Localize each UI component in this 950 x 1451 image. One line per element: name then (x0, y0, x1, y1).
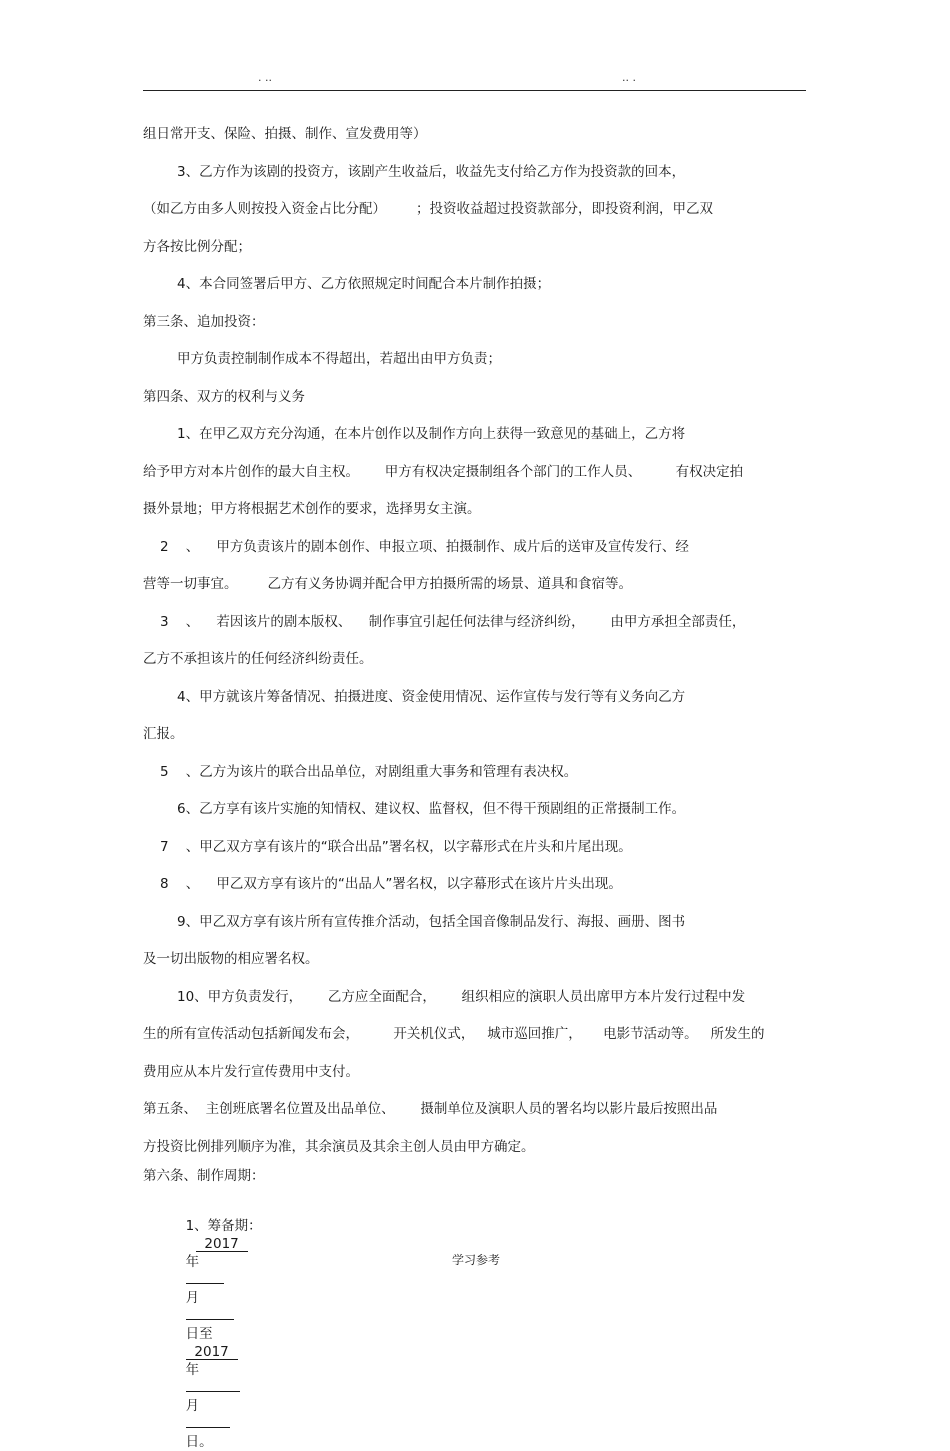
end-month-char: 月 (185, 1398, 200, 1414)
section-heading: 第三条、追加投资： (143, 314, 265, 330)
section-heading: 第四条、双方的权利与义务 (143, 389, 305, 405)
end-day-char: 日。 (185, 1434, 213, 1450)
section-heading: 第六条、制作周期： (143, 1168, 265, 1184)
text-line: （如乙方由多人则按投入资金占比分配） ；投资收益超过投资款部分，即投资利润，甲乙双 (143, 201, 714, 217)
text-line: 4、本合同签署后甲方、乙方依照规定时间配合本片制作拍摄； (177, 276, 551, 292)
schedule-label: 1、筹备期： (185, 1218, 262, 1234)
text-line: 3 、 若因该片的剧本版权、 制作事宜引起任何法律与经济纠纷， 由甲方承担全部责任， (160, 614, 746, 630)
section-heading: 第五条、 主创班底署名位置及出品单位、 摄制单位及演职人员的署名均以影片最后按照出品 (143, 1101, 718, 1117)
text-line: 甲方负责控制制作成本不得超出，若超出由甲方负责； (177, 351, 501, 367)
text-line: 费用应从本片发行宣传费用中支付。 (143, 1064, 359, 1080)
end-year-char: 年 (185, 1362, 200, 1378)
text-line: 4、甲方就该片筹备情况、拍摄进度、资金使用情况、运作宣传与发行等有义务向乙方 (177, 689, 686, 705)
text-line: 9、甲乙双方享有该片所有宣传推介活动，包括全国音像制品发行、海报、画册、图书 (177, 914, 686, 930)
month-char: 月 (185, 1290, 200, 1306)
day-to-char: 日至 (185, 1326, 213, 1342)
text-line: 组日常开支、保险、拍摄、制作、宣发费用等） (143, 126, 427, 142)
schedule-line (177, 1199, 262, 1451)
end-year-field[interactable]: 2017 (186, 1345, 238, 1360)
text-line: 汇报。 (143, 726, 184, 742)
header-rule (143, 90, 806, 91)
text-line: 方各按比例分配； (143, 239, 251, 255)
end-day-field[interactable] (186, 1427, 230, 1428)
text-line: 方投资比例排列顺序为准，其余演员及其余主创人员由甲方确定。 (143, 1139, 535, 1155)
header-dots-right: .. . (622, 71, 636, 84)
text-line: 8 、 甲乙双方享有该片的“出品人”署名权，以字幕形式在该片片头出现。 (160, 876, 622, 892)
year-char: 年 (185, 1254, 200, 1270)
text-line: 3、乙方作为该剧的投资方，该剧产生收益后，收益先支付给乙方作为投资款的回本， (177, 164, 686, 180)
text-line: 6、乙方享有该片实施的知情权、建议权、监督权，但不得干预剧组的正常摄制工作。 (177, 801, 686, 817)
text-line: 及一切出版物的相应署名权。 (143, 951, 319, 967)
text-line: 乙方不承担该片的任何经济纠纷责任。 (143, 651, 373, 667)
text-line: 2 、 甲方负责该片的剧本创作、申报立项、拍摄制作、成片后的送审及宣传发行、经 (160, 539, 689, 555)
start-year-field[interactable]: 2017 (196, 1237, 248, 1252)
text-line: 营等一切事宜。 乙方有义务协调并配合甲方拍摄所需的场景、道具和食宿等。 (143, 576, 633, 592)
text-line: 生的所有宣传活动包括新闻发布会， 开关机仪式， 城市巡回推广， 电影节活动等。 所发生的 (143, 1026, 765, 1042)
start-month-field[interactable] (186, 1283, 224, 1284)
text-line: 给予甲方对本片创作的最大自主权。 甲方有权决定摄制组各个部门的工作人员、 有权决定拍 (143, 464, 744, 480)
start-day-field[interactable] (186, 1319, 234, 1320)
text-line: 5 、乙方为该片的联合出品单位，对剧组重大事务和管理有表决权。 (160, 764, 578, 780)
text-line: 摄外景地；甲方将根据艺术创作的要求，选择男女主演。 (143, 501, 481, 517)
page-footer: 学习参考 (452, 1253, 501, 1267)
text-line: 10、甲方负责发行， 乙方应全面配合， 组织相应的演职人员出席甲方本片发行过程中发 (177, 989, 746, 1005)
end-month-field[interactable] (186, 1391, 240, 1392)
text-line: 7 、甲乙双方享有该片的“联合出品”署名权，以字幕形式在片头和片尾出现。 (160, 839, 632, 855)
header-dots-left: . .. (258, 71, 272, 84)
text-line: 1、在甲乙双方充分沟通，在本片创作以及制作方向上获得一致意见的基础上，乙方将 (177, 426, 686, 442)
